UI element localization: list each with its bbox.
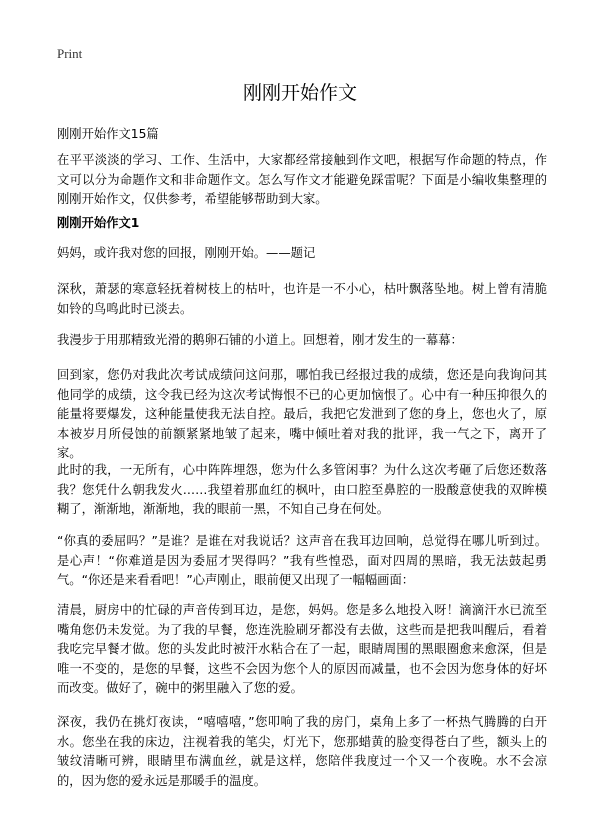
intro-paragraph: 在平平淡淡的学习、工作、生活中，大家都经常接触到作文吧，根据写作命题的特点，作文可以分为命题作文和非命题作文。怎么写作文才能避免踩雷呢？下面是小编收集整理的刚刚开始作文，仅供参考，希望能够帮助到大家。 bbox=[57, 153, 547, 206]
body-paragraph: 清晨，厨房中的忙碌的声音传到耳边，是您，妈妈。您是多么地投入呀！滴滴汗水已流至嘴角您仍未发觉。为了我的早餐，您连洗脸刷牙都没有去做，这些而是把我叫醒后，看着我吃完早餐才做。您的头发此时被汗水粘合在了一起，眼睛周围的黑眼圈愈来愈深，但是唯一不变的，是您的早餐，这些不会因为您个人的原因而减量，也不会因为您身体的好坏而改变。做好了，碗中的粥里融入了您的爱。 bbox=[57, 603, 547, 695]
body-paragraph: “你真的委屈吗？”是谁？是谁在对我说话？这声音在我耳边回响，总觉得在哪儿听到过。是心声！“你难道是因为委屈才哭得吗？”我有些惶恐，面对四周的黑暗，我无法鼓起勇气。“你还是来看看吧！”心声刚止，眼前便又出现了一幅幅画面： bbox=[57, 534, 547, 587]
print-label[interactable]: Print bbox=[57, 46, 83, 61]
body-paragraph: 我漫步于用那精致光滑的鹅卵石铺的小道上。回想着，刚才发生的一幕幕： bbox=[57, 333, 463, 347]
page-title: 刚刚开始作文 bbox=[242, 82, 357, 104]
body-paragraph: 此时的我，一无所有，心中阵阵埋怨，您为什么多管闲事？为什么这次考砸了后您还数落我？您凭什么朝我发火……我望着那血红的枫叶，由口腔至鼻腔的一股酸意使我的双眸模糊了，渐渐地，渐渐地，我的眼前一黑，不知自己身在何处。 bbox=[57, 463, 547, 516]
body-paragraph: 深秋，萧瑟的寒意轻抚着树枝上的枯叶，也许是一不小心，枯叶飘落坠地。树上曾有清脆如铃的鸟鸣此时已淡去。 bbox=[57, 282, 547, 316]
body-paragraph: 深夜，我仍在挑灯夜读，“嘻嘻嘻，”您叩响了我的房门，桌角上多了一杯热气腾腾的白开水。您坐在我的床边，注视着我的笔尖，灯光下，您那蜡黄的脸变得苍白了些，额头上的皱纹清晰可辨，眼睛里布满血丝，就是这样，您陪伴我度过一个又一个夜晚。水不会凉的，因为您的爱永远是那暖手的温度。 bbox=[57, 715, 547, 788]
section-heading: 刚刚开始作文1 bbox=[57, 216, 140, 230]
body-paragraph: 妈妈，或许我对您的回报，刚刚开始。——题记 bbox=[57, 246, 316, 260]
body-paragraph: 回到家，您仍对我此次考试成绩问这问那，哪怕我已经报过我的成绩，您还是向我询问其他同学的成绩，这令我已经为这次考试悔恨不已的心更加恼恨了。心中有一种压抑很久的能量将要爆发，这种能量使我无法自控。最后，我把它发泄到了您的身上，您也火了，原本被岁月所侵蚀的前额紧紧地皱了起来，嘴中倾吐着对我的批评，我一气之下，离开了家。 bbox=[57, 368, 547, 460]
subtitle: 刚刚开始作文15篇 bbox=[57, 127, 159, 141]
